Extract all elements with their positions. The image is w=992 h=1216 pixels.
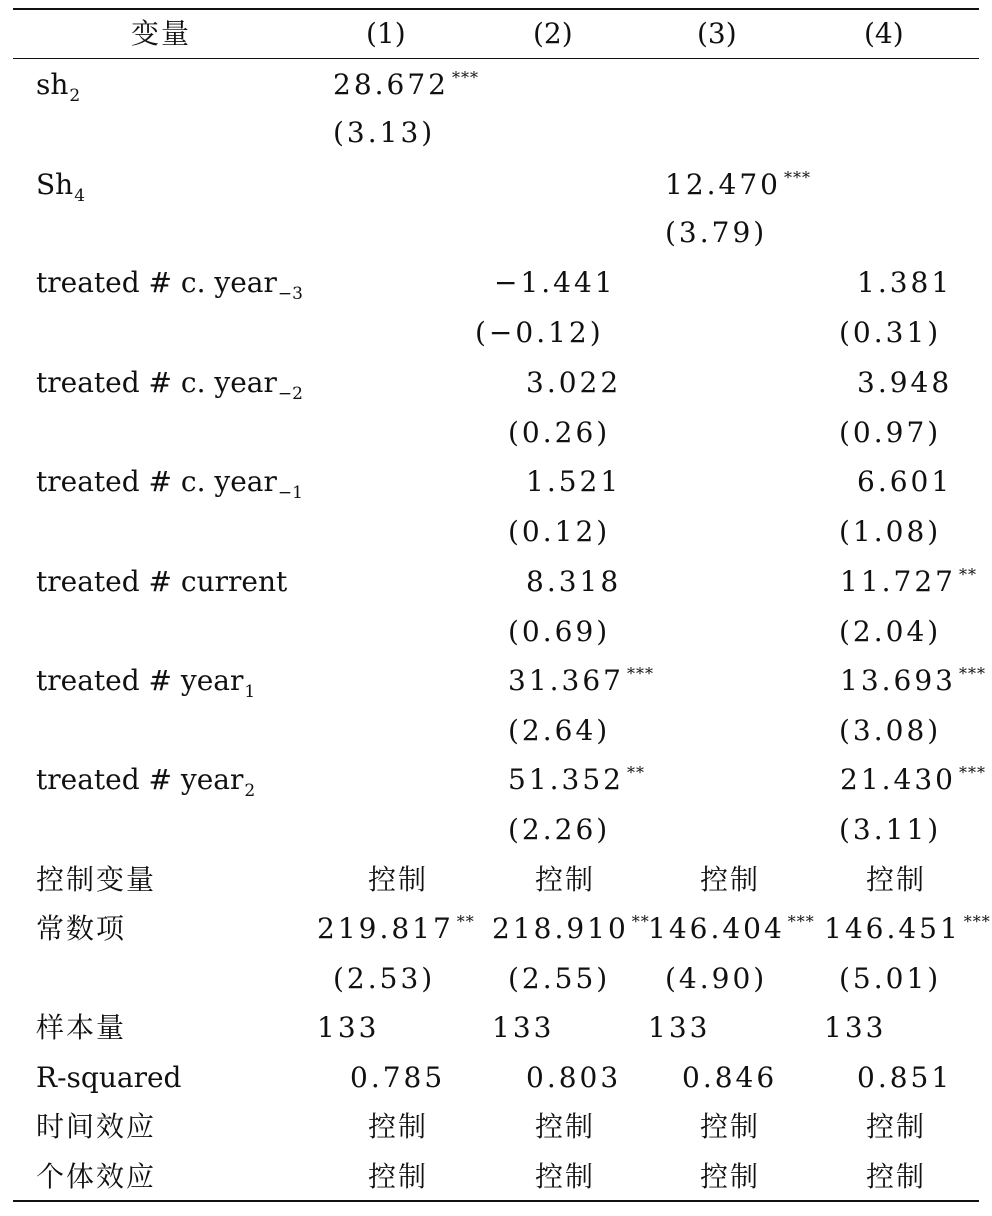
header-col-3: (3) xyxy=(697,17,737,50)
tstat-year-m1-col2: (0.12) xyxy=(508,515,611,548)
row-label-indiv-fe: 个体效应 xyxy=(36,1160,157,1193)
header-col-2: (2) xyxy=(533,17,573,50)
row-label-year-m1: treated # c. year$_{-1}$ xyxy=(36,465,303,503)
time-fe-col4: 控制 xyxy=(866,1110,927,1143)
coef-year-m3-col2: −1.441 xyxy=(494,266,616,299)
tstat-year-m3-col4: (0.31) xyxy=(839,316,942,349)
controls-col3: 控制 xyxy=(700,863,761,896)
tstat-year-m3-col2: (−0.12) xyxy=(475,316,604,349)
controls-col2: 控制 xyxy=(535,863,596,896)
indiv-fe-col1: 控制 xyxy=(368,1160,429,1193)
coef-year2-col4: 21.430 *** xyxy=(840,763,986,796)
tstat-year2-col4: (3.11) xyxy=(839,813,942,846)
indiv-fe-col3: 控制 xyxy=(700,1160,761,1193)
tstat-year-m2-col2: (0.26) xyxy=(508,416,611,449)
indiv-fe-col4: 控制 xyxy=(866,1160,927,1193)
tstat-year1-col4: (3.08) xyxy=(839,714,942,747)
coef-current-col4: 11.727 ** xyxy=(840,565,977,598)
tstat-current-col2: (0.69) xyxy=(508,615,611,648)
time-fe-col2: 控制 xyxy=(535,1110,596,1143)
coef-constant-col4: 146.451 *** xyxy=(824,912,991,945)
tstat-year-m2-col4: (0.97) xyxy=(839,416,942,449)
table-top-rule xyxy=(13,8,979,10)
coef-current-col2: 8.318 xyxy=(526,565,622,598)
row-label-time-fe: 时间效应 xyxy=(36,1110,157,1143)
tstat-year1-col2: (2.64) xyxy=(508,714,611,747)
row-label-year1: treated # year$_1$ xyxy=(36,664,256,702)
coef-year-m2-col4: 3.948 xyxy=(857,366,953,399)
table-header-rule xyxy=(13,58,979,59)
r2-col2: 0.803 xyxy=(526,1061,622,1094)
row-label-n: 样本量 xyxy=(36,1011,127,1044)
coef-sh4-col3: 12.470 *** xyxy=(665,168,811,201)
tstat-constant-col3: (4.90) xyxy=(665,962,768,995)
r2-col1: 0.785 xyxy=(350,1061,446,1094)
coef-sh2-col1: 28.672 *** xyxy=(333,68,479,101)
coef-constant-col2: 218.910 ** xyxy=(492,912,650,945)
controls-col1: 控制 xyxy=(368,863,429,896)
row-label-sh4: $Sh_4$ xyxy=(36,168,86,206)
tstat-year2-col2: (2.26) xyxy=(508,813,611,846)
table-bottom-rule xyxy=(13,1200,979,1202)
r2-col3: 0.846 xyxy=(682,1061,778,1094)
coef-constant-col1: 219.817 ** xyxy=(317,912,475,945)
tstat-sh4-col3: (3.79) xyxy=(665,216,768,249)
time-fe-col3: 控制 xyxy=(700,1110,761,1143)
row-label-year2: treated # year$_2$ xyxy=(36,763,256,801)
row-label-year-m2: treated # c. year$_{-2}$ xyxy=(36,366,303,404)
coef-constant-col3: 146.404 *** xyxy=(648,912,815,945)
tstat-constant-col1: (2.53) xyxy=(333,962,436,995)
indiv-fe-col2: 控制 xyxy=(535,1160,596,1193)
tstat-current-col4: (2.04) xyxy=(839,615,942,648)
tstat-sh2-col1: (3.13) xyxy=(333,116,436,149)
coef-year-m2-col2: 3.022 xyxy=(526,366,622,399)
time-fe-col1: 控制 xyxy=(368,1110,429,1143)
row-label-sh2: $sh_2$ xyxy=(36,68,81,106)
row-label-controls: 控制变量 xyxy=(36,863,157,896)
row-label-year-m3: treated # c. year$_{-3}$ xyxy=(36,266,303,304)
header-col-1: (1) xyxy=(366,17,406,50)
row-label-current: treated # current xyxy=(36,565,288,598)
tstat-constant-col4: (5.01) xyxy=(839,962,942,995)
n-col4: 133 xyxy=(824,1011,887,1044)
controls-col4: 控制 xyxy=(866,863,927,896)
header-variable: 变量 xyxy=(131,17,192,50)
n-col3: 133 xyxy=(648,1011,711,1044)
coef-year1-col4: 13.693 *** xyxy=(840,664,986,697)
row-label-constant: 常数项 xyxy=(36,912,127,945)
coef-year-m1-col4: 6.601 xyxy=(857,465,953,498)
header-col-4: (4) xyxy=(864,17,904,50)
n-col2: 133 xyxy=(492,1011,555,1044)
n-col1: 133 xyxy=(317,1011,380,1044)
row-label-r2: R-squared xyxy=(36,1061,182,1094)
coef-year-m3-col4: 1.381 xyxy=(857,266,953,299)
tstat-year-m1-col4: (1.08) xyxy=(839,515,942,548)
coef-year2-col2: 51.352 ** xyxy=(508,763,645,796)
coef-year1-col2: 31.367 *** xyxy=(508,664,654,697)
tstat-constant-col2: (2.55) xyxy=(508,962,611,995)
coef-year-m1-col2: 1.521 xyxy=(526,465,622,498)
r2-col4: 0.851 xyxy=(857,1061,953,1094)
